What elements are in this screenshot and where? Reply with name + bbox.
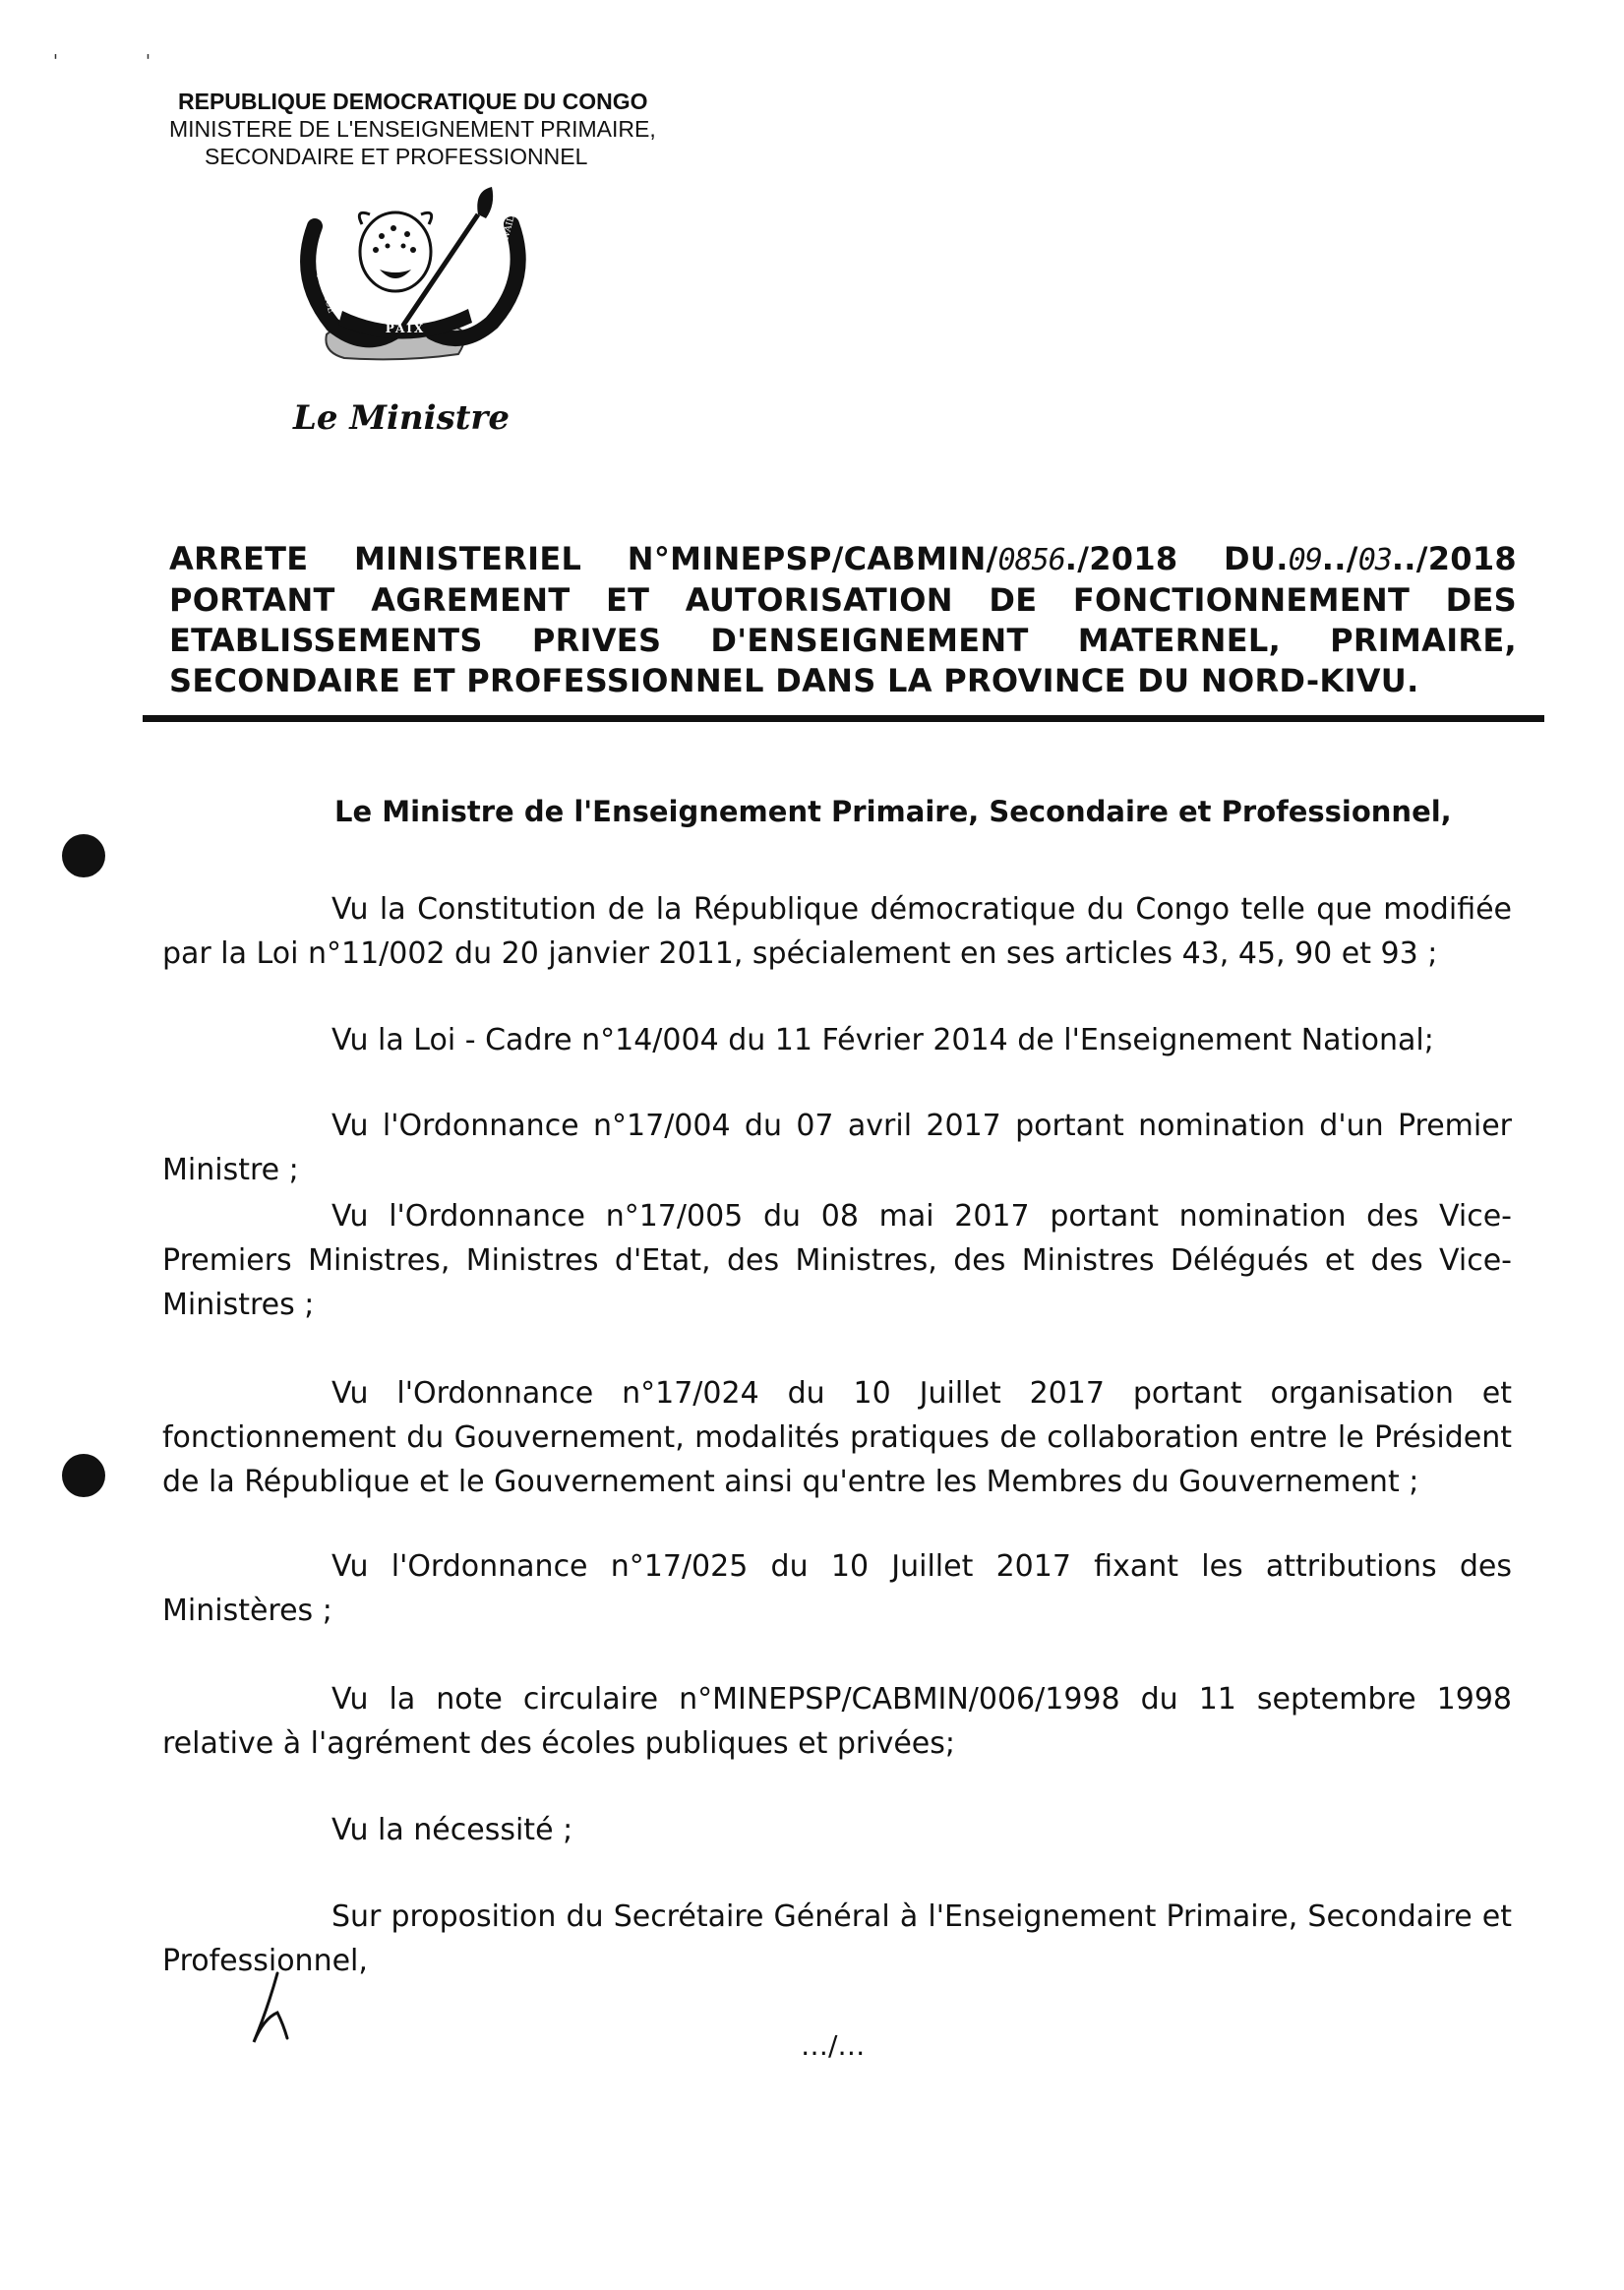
decree-title-line3: ETABLISSEMENTS PRIVES D'ENSEIGNEMENT MATERNEL, PRIMAIRE,: [169, 622, 1517, 659]
coat-of-arms-icon: [285, 185, 531, 374]
binder-hole-mark: [62, 834, 105, 877]
binder-hole-mark: [62, 1454, 105, 1497]
paragraph-ordonnance-024: Vu l'Ordonnance n°17/024 du 10 Juillet 2017 portant organisation et fonctionnement du Gouvernement, modalités pratiques de collaboration entre le Président de la République et le Gouvernement ainsi qu'entre les Membres du Gouvernement ;: [162, 1376, 1512, 1499]
decree-title-line4: SECONDAIRE ET PROFESSIONNEL DANS LA PROVINCE DU NORD-KIVU.: [169, 662, 1419, 699]
decree-date-separator: ../: [1321, 540, 1358, 577]
decree-title-line2: PORTANT AGREMENT ET AUTORISATION DE FONCTIONNEMENT DES: [169, 581, 1517, 619]
signatory-title: Le Ministre: [293, 398, 510, 438]
motto-center: PAIX: [385, 322, 426, 335]
motto-left: JUSTICE: [316, 273, 336, 315]
page-continuation: …/…: [801, 2029, 866, 2062]
paragraph-constitution: Vu la Constitution de la République démocratique du Congo telle que modifiée par la Loi n°11/002 du 20 janvier 2011, spécialement en ses articles 43, 45, 90 et 93 ;: [162, 892, 1512, 971]
paragraph-ordonnance-004: Vu l'Ordonnance n°17/004 du 07 avril 2017 portant nomination d'un Premier Ministre ;: [162, 1109, 1512, 1187]
motto-right: TRAVAIL: [497, 214, 517, 257]
decree-month-handwritten: 03: [1357, 543, 1392, 577]
decree-year: ./2018 DU.: [1064, 540, 1289, 577]
country-name: REPUBLIQUE DEMOCRATIQUE DU CONGO: [178, 89, 648, 114]
paragraph-ordonnance-005: Vu l'Ordonnance n°17/005 du 08 mai 2017 portant nomination des Vice-Premiers Ministres, Ministres d'Etat, des Ministres, des Ministres Délégués et des Vice-Ministres ;: [162, 1199, 1512, 1322]
paragraph-note-circulaire: Vu la note circulaire n°MINEPSP/CABMIN/006/1998 du 11 septembre 1998 relative à l'agrément des écoles publiques et privées;: [162, 1682, 1512, 1761]
paragraph-ordonnance-025: Vu l'Ordonnance n°17/025 du 10 Juillet 2017 fixant les attributions des Ministères ;: [162, 1549, 1512, 1628]
ministry-name-line1: MINISTERE DE L'ENSEIGNEMENT PRIMAIRE,: [169, 116, 656, 142]
scan-speck: ': [146, 51, 150, 72]
decree-day-handwritten: 09: [1288, 543, 1322, 577]
decree-reference: ARRETE MINISTERIEL N°MINEPSP/CABMIN/: [169, 540, 998, 577]
minister-heading: Le Ministre de l'Enseignement Primaire, Secondaire et Professionnel,: [334, 795, 1452, 828]
decree-title-line1: [169, 539, 1517, 580]
scan-speck: ': [53, 51, 58, 72]
title-divider: [143, 715, 1544, 722]
paragraph-necessite: Vu la nécessité ;: [331, 1813, 573, 1847]
decree-number-handwritten: 0856: [997, 543, 1065, 577]
paragraph-loi-cadre: Vu la Loi - Cadre n°14/004 du 11 Février 2014 de l'Enseignement National;: [331, 1023, 1434, 1057]
decree-title: [169, 539, 1517, 701]
decree-date-year: ../2018: [1391, 540, 1517, 577]
ministry-name-line2: SECONDAIRE ET PROFESSIONNEL: [205, 144, 588, 169]
handwritten-initials-icon: [248, 1969, 297, 2046]
paragraph-proposition: Sur proposition du Secrétaire Général à l'Enseignement Primaire, Secondaire et Professionnel,: [162, 1899, 1512, 1978]
